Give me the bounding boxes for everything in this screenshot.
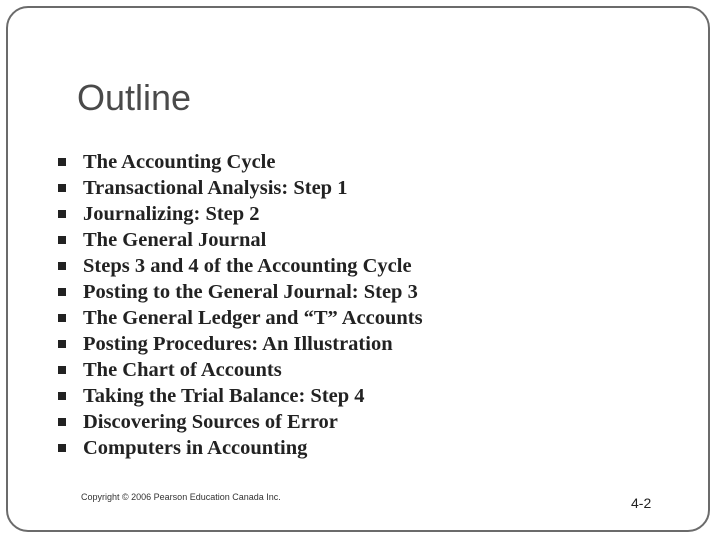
outline-item bbox=[58, 331, 423, 357]
page-number: 4-2 bbox=[631, 495, 652, 511]
square-bullet-icon bbox=[58, 314, 66, 322]
square-bullet-icon bbox=[58, 262, 66, 270]
outline-item bbox=[58, 149, 423, 175]
slide-title: Outline bbox=[77, 77, 192, 118]
square-bullet-icon bbox=[58, 184, 66, 192]
outline-item-label: Computers in Accounting bbox=[83, 436, 308, 459]
outline-item-label: Taking the Trial Balance: Step 4 bbox=[83, 384, 365, 407]
outline-item bbox=[58, 357, 423, 383]
outline-item-label: The Accounting Cycle bbox=[83, 150, 276, 173]
outline-item-label: Discovering Sources of Error bbox=[83, 410, 338, 433]
outline-item-label: The General Journal bbox=[83, 228, 267, 251]
outline-item bbox=[58, 253, 423, 279]
square-bullet-icon bbox=[58, 392, 66, 400]
outline-item bbox=[58, 305, 423, 331]
outline-item bbox=[58, 409, 423, 435]
outline-item bbox=[58, 175, 423, 201]
outline-item bbox=[58, 435, 423, 461]
outline-item bbox=[58, 227, 423, 253]
square-bullet-icon bbox=[58, 236, 66, 244]
outline-item bbox=[58, 279, 423, 305]
square-bullet-icon bbox=[58, 418, 66, 426]
square-bullet-icon bbox=[58, 340, 66, 348]
outline-item-label: Posting Procedures: An Illustration bbox=[83, 332, 393, 355]
outline-item-label: Posting to the General Journal: Step 3 bbox=[83, 280, 418, 303]
outline-item bbox=[58, 201, 423, 227]
square-bullet-icon bbox=[58, 366, 66, 374]
square-bullet-icon bbox=[58, 444, 66, 452]
outline-item-label: The General Ledger and “T” Accounts bbox=[83, 306, 423, 329]
outline-item-label: Steps 3 and 4 of the Accounting Cycle bbox=[83, 254, 412, 277]
square-bullet-icon bbox=[58, 210, 66, 218]
outline-item-label: Transactional Analysis: Step 1 bbox=[83, 176, 348, 199]
outline-item bbox=[58, 383, 423, 409]
outline-list bbox=[58, 149, 423, 461]
outline-item-label: The Chart of Accounts bbox=[83, 358, 282, 381]
square-bullet-icon bbox=[58, 288, 66, 296]
copyright-footer: Copyright © 2006 Pearson Education Canada Inc. bbox=[81, 492, 281, 502]
square-bullet-icon bbox=[58, 158, 66, 166]
outline-item-label: Journalizing: Step 2 bbox=[83, 202, 260, 225]
